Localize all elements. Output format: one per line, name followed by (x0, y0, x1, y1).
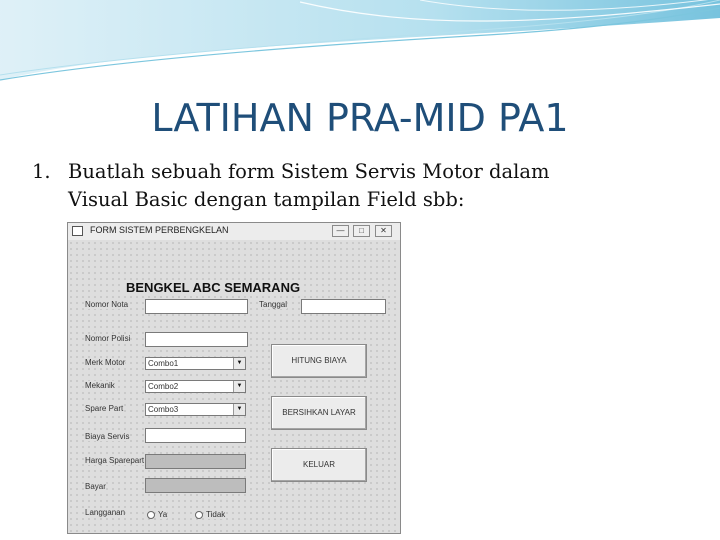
label-langganan: Langganan (85, 508, 126, 517)
label-spare-part: Spare Part (85, 404, 124, 413)
slide-title: LATIHAN PRA-MID PA1 (151, 96, 569, 140)
vb-form-window (67, 222, 401, 534)
minimize-icon[interactable]: — (332, 225, 349, 237)
header-decoration (0, 0, 720, 90)
tanggal-input[interactable] (301, 299, 386, 314)
exercise-line-1: Buatlah sebuah form Sistem Servis Motor dalam (68, 160, 550, 183)
merk-motor-value: Combo1 (148, 359, 179, 368)
radio-ya[interactable] (147, 511, 155, 519)
form-titlebar (68, 223, 400, 241)
exercise-text (32, 158, 550, 214)
spare-part-combo[interactable] (145, 403, 246, 416)
label-merk-motor: Merk Motor (85, 358, 126, 367)
close-icon[interactable]: ✕ (375, 225, 392, 237)
nomor-polisi-input[interactable] (145, 332, 248, 347)
harga-sparepart-input (145, 454, 246, 469)
form-header-label: BENGKEL ABC SEMARANG (126, 280, 301, 295)
label-biaya-servis: Biaya Servis (85, 432, 130, 441)
label-bayar: Bayar (85, 482, 106, 491)
chevron-down-icon[interactable]: ▼ (233, 404, 245, 415)
item-number: 1. (32, 160, 51, 183)
mekanik-value: Combo2 (148, 382, 179, 391)
mekanik-combo[interactable] (145, 380, 246, 393)
radio-ya-label: Ya (158, 510, 168, 519)
maximize-icon[interactable]: □ (353, 225, 370, 237)
label-tanggal: Tanggal (259, 300, 288, 309)
label-nomor-nota: Nomor Nota (85, 300, 129, 309)
form-canvas (68, 240, 400, 533)
biaya-servis-input[interactable] (145, 428, 246, 443)
merk-motor-combo[interactable] (145, 357, 246, 370)
label-nomor-polisi: Nomor Polisi (85, 334, 131, 343)
chevron-down-icon[interactable]: ▼ (233, 358, 245, 369)
form-icon (72, 226, 83, 236)
spare-part-value: Combo3 (148, 405, 179, 414)
label-harga-sparepart: Harga Sparepart (85, 456, 145, 465)
form-title: FORM SISTEM PERBENGKELAN (90, 225, 229, 235)
nomor-nota-input[interactable] (145, 299, 248, 314)
bersihkan-layar-button[interactable]: BERSIHKAN LAYAR (271, 396, 367, 430)
exercise-line-2: Visual Basic dengan tampilan Field sbb: (68, 188, 465, 211)
keluar-button[interactable]: KELUAR (271, 448, 367, 482)
bayar-input (145, 478, 246, 493)
label-mekanik: Mekanik (85, 381, 115, 390)
hitung-biaya-button[interactable]: HITUNG BIAYA (271, 344, 367, 378)
radio-tidak[interactable] (195, 511, 203, 519)
chevron-down-icon[interactable]: ▼ (233, 381, 245, 392)
radio-tidak-label: Tidak (206, 510, 226, 519)
